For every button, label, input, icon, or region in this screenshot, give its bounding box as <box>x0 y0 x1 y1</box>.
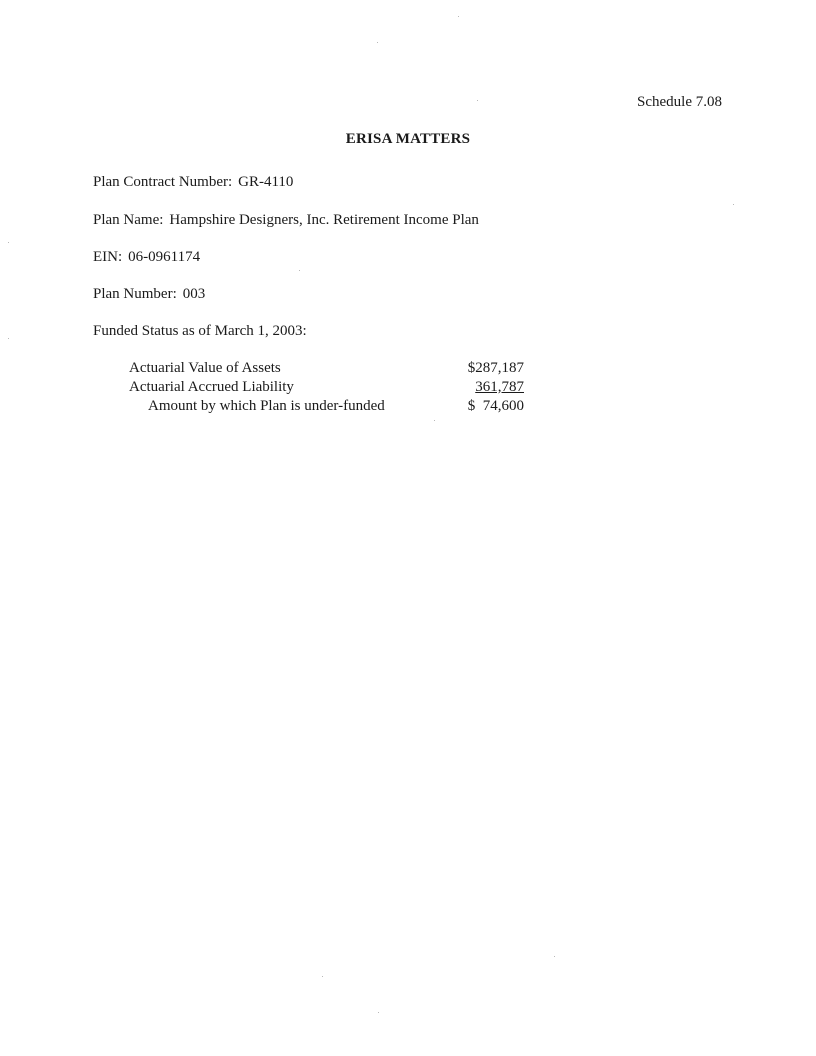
field-label: Plan Name: <box>93 212 164 228</box>
funded-status-heading: Funded Status as of March 1, 2003: <box>93 323 307 339</box>
plan-name <box>93 212 479 229</box>
table-row <box>129 378 524 397</box>
field-value: 06-0961174 <box>128 249 201 265</box>
schedule-number: Schedule 7.08 <box>637 94 722 110</box>
document-title: ERISA MATTERS <box>345 131 471 147</box>
scan-speck <box>322 976 323 977</box>
field-label: Plan Number: <box>93 286 177 302</box>
scan-speck <box>733 204 734 205</box>
row-label: Actuarial Value of Assets <box>129 360 281 376</box>
row-label: Amount by which Plan is under-funded <box>148 398 385 414</box>
scan-speck <box>8 338 9 339</box>
ein <box>93 249 200 266</box>
funded-status-table <box>129 359 524 416</box>
scan-speck <box>299 270 300 271</box>
field-label: Plan Contract Number: <box>93 174 233 190</box>
plan-contract-number <box>93 174 293 191</box>
row-amount: $ 74,600 <box>467 398 524 414</box>
field-value: 003 <box>182 286 206 302</box>
plan-number <box>93 286 205 303</box>
scan-speck <box>377 42 378 43</box>
scan-speck <box>477 100 478 101</box>
scan-speck <box>8 242 9 243</box>
scan-speck <box>554 956 555 957</box>
row-label: Actuarial Accrued Liability <box>129 379 294 395</box>
scan-speck <box>458 16 459 17</box>
table-row <box>129 397 524 416</box>
row-amount: $287,187 <box>467 360 524 376</box>
scan-speck <box>378 1012 379 1013</box>
field-value: GR-4110 <box>238 174 294 190</box>
table-row <box>129 359 524 378</box>
row-amount: 361,787 <box>475 379 524 395</box>
scan-speck <box>434 420 435 421</box>
field-label: EIN: <box>93 249 123 265</box>
field-value: Hampshire Designers, Inc. Retirement Income Plan <box>169 212 479 228</box>
